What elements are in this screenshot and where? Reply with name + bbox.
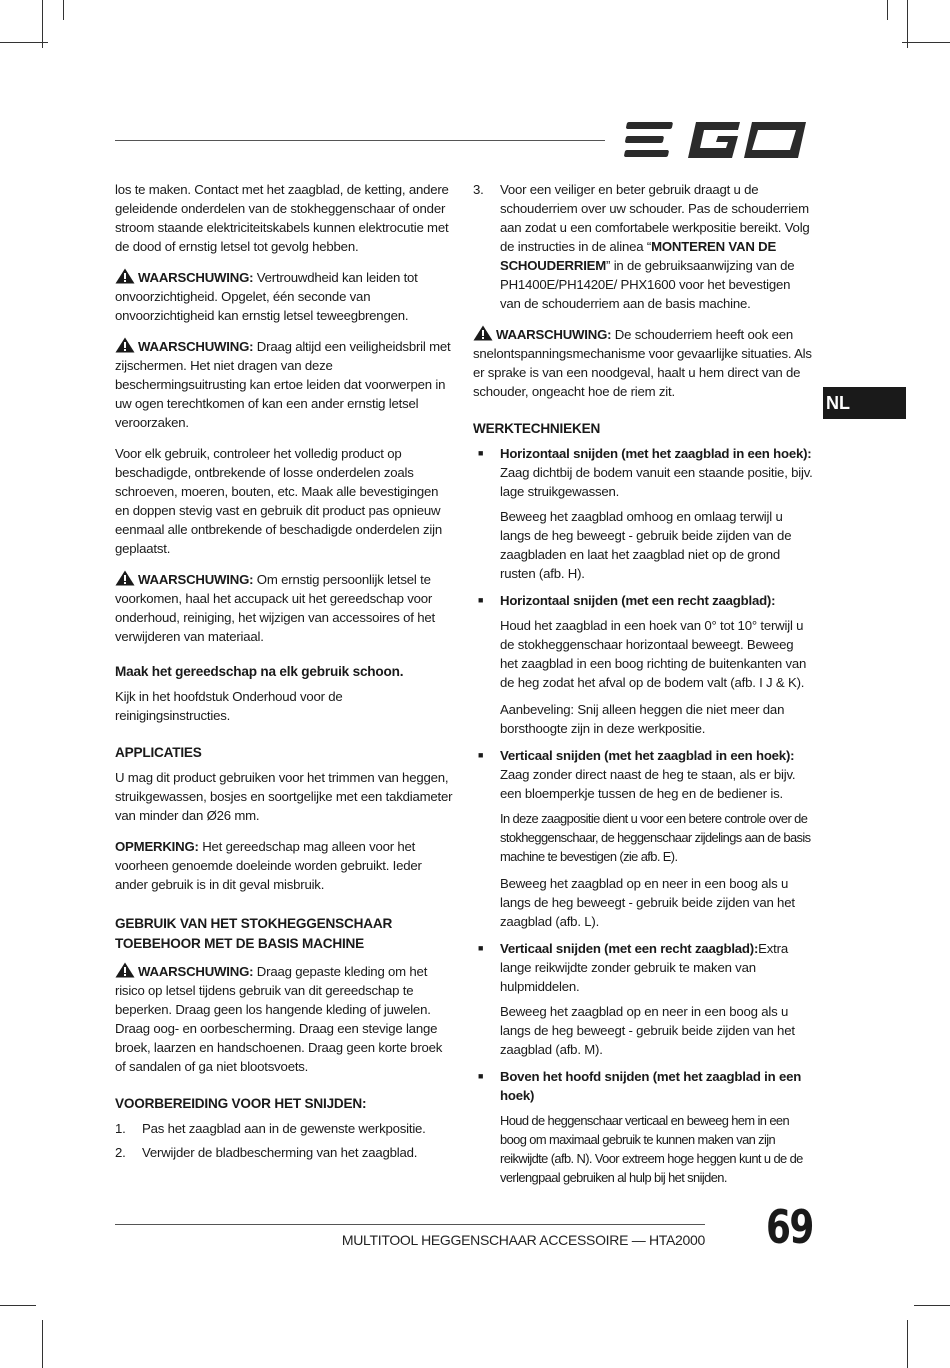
step-text-after: ” in de gebruiksaanwijzing van de PH1400E/PH1420E/ PHX1600 voor het bevestigen van de schouderriem aan de basis machine. (500, 258, 795, 311)
prep-steps-list (115, 1119, 455, 1162)
warning-shoulder-strap (473, 325, 813, 401)
technique-title: Boven het hoofd snijden (met het zaagblad in een hoek) (500, 1069, 802, 1103)
crop-mark (0, 1305, 36, 1306)
clean-text: Kijk in het hoofdstuk Onderhoud voor de reinigingsinstructies. (115, 689, 343, 723)
crop-mark (42, 1320, 43, 1368)
technique-title: Verticaal snijden (met een recht zaagblad): (500, 941, 759, 956)
technique-text: Zaag dichtbij de bodem vanuit een staande positie, bijv. lage struikgewassen. (500, 465, 813, 499)
technique-position-note: In deze zaagpositie dient u voor een betere controle over de stokheggenschaar, de heggenschaar zijdelings aan de basis machine te bevestigen (zie afb. E). (500, 811, 811, 864)
warning-text: Draag altijd een veiligheidsbril met zijschermen. Het niet dragen van deze beschermingsuitrusting kan ertoe leiden dat voorwerpen in uw ogen terechtkomen of kan een ander ernstig letsel veroorzaken. (115, 339, 451, 430)
technique-item (473, 1067, 813, 1105)
warning-text: Vertrouwdheid kan leiden tot onvoorzichtigheid. Opgelet, één seconde van onvoorzichtigheid kan ernstig letsel teweegbrengen. (115, 270, 418, 323)
crop-mark (0, 42, 48, 43)
technique-detail: Houd het zaagblad in een hoek van 0° tot 10° terwijl u de stokheggenschaar horizontaal beweegt. Beweeg het zaagblad in een boog richting de buitenkanten van de heg zodat het afval op de bodem valt (afb. I J & K). (500, 618, 807, 690)
warning-label: WAARSCHUWING: (496, 327, 612, 342)
footer-title: MULTITOOL HEGGENSCHAAR ACCESSOIRE — HTA2000 (341, 1232, 705, 1248)
warning-text: De schouderriem heeft ook een snelontspanningsmechanisme voor gevaarlijke situaties. Als er sprake is van een noodgeval, haalt u hem direct van de schouder, ongeacht hoe de riem zit. (473, 327, 812, 399)
technique-text: Extra lange reikwijdte zonder gebruik te maken van hulpmiddelen. (500, 941, 788, 994)
step-number: 3. (473, 182, 484, 197)
bullet-square-icon: ■ (478, 448, 484, 458)
bullet-square-icon: ■ (478, 595, 484, 605)
warning-label: WAARSCHUWING: (138, 339, 254, 354)
warning-battery (115, 570, 455, 646)
warning-text: Om ernstig persoonlijk letsel te voorkomen, haal het accupack uit het gereedschap voor onderhoud, reiniging, het wijzigen van accessoires of het verwijderen van materiaal. (115, 572, 435, 644)
crop-mark (42, 0, 43, 48)
left-column (115, 180, 455, 1167)
usage-heading: GEBRUIK VAN HET STOKHEGGENSCHAAR TOEBEHOOR MET DE BASIS MACHINE (115, 916, 393, 951)
warning-triangle-icon (115, 570, 135, 586)
step-number: 1. (115, 1121, 126, 1136)
warning-label: WAARSCHUWING: (138, 572, 254, 587)
technique-text: Zaag zonder direct naast de heg te staan, als er bijv. een bloemperkje tussen de heg en de bediener is. (500, 767, 796, 801)
intro-paragraph: los te maken. Contact met het zaagblad, de ketting, andere geleidende onderdelen van de stokheggenschaar of onder stroom staande elektriciteitskabels kunnen elektrocutie met de dood of ernstig letsel tot gevolg hebben. (115, 182, 449, 254)
technique-detail: Houd de heggenschaar verticaal en beweeg hem in een boog om maximaal gebruik te kunnen maken van zijn reikwijdte (afb. N). Voor extreem hoge heggen kunt u de de verlengpaal gebruiken al hulp bij het snijden. (500, 1113, 803, 1185)
clean-heading: Maak het gereedschap na elk gebruik schoon. (115, 664, 404, 679)
crop-mark (887, 0, 888, 20)
step-text-before: Voor een veiliger en beter gebruik draagt u de schouderriem over uw schouder. Pas de schouderriem aan zodat u een comfortabele werkpositie bereikt. Volg de instructies in de alinea “ (500, 182, 810, 254)
language-tab: NL (823, 387, 906, 419)
warning-triangle-icon (115, 337, 135, 353)
note-paragraph (115, 837, 455, 894)
technique-title: Horizontaal snijden (met een recht zaagblad): (500, 593, 776, 608)
warning-label: WAARSCHUWING: (138, 964, 254, 979)
crop-mark (907, 1320, 908, 1368)
technique-detail: Beweeg het zaagblad op en neer in een boog als u langs de heg beweegt - gebruik beide zijden van het zaagblad (afb. L). (500, 876, 795, 929)
bullet-square-icon: ■ (478, 1071, 484, 1081)
step-3 (473, 180, 813, 313)
technique-advice: Aanbeveling: Snij alleen heggen die niet meer dan borsthoogte zijn in deze werkpositie. (500, 702, 785, 736)
technique-item (473, 444, 813, 501)
prep-heading: VOORBEREIDING VOOR HET SNIJDEN: (115, 1096, 367, 1111)
technique-title: Horizontaal snijden (met het zaagblad in een hoek): (500, 446, 812, 461)
technique-item (473, 746, 813, 803)
technique-detail: Beweeg het zaagblad op en neer in een boog als u langs de heg beweegt - gebruik beide zijden van het zaagblad (afb. M). (500, 1004, 795, 1057)
applications-text: U mag dit product gebruiken voor het trimmen van heggen, struikgewassen, bosjes en soortgelijke met een takdiameter van minder dan Ø26 mm. (115, 770, 453, 823)
crop-mark (63, 0, 64, 20)
page-number: 69 (766, 1200, 813, 1254)
bullet-square-icon: ■ (478, 750, 484, 760)
warning-triangle-icon (115, 268, 135, 284)
footer-rule (115, 1224, 705, 1225)
ego-logo (622, 118, 812, 162)
crop-mark (902, 42, 950, 43)
technique-item (473, 591, 813, 610)
step-number: 2. (115, 1145, 126, 1160)
step-text: Verwijder de bladbescherming van het zaagblad. (142, 1145, 418, 1160)
list-item (115, 1143, 455, 1162)
crop-mark (907, 0, 908, 48)
warning-triangle-icon (115, 962, 135, 978)
list-item (115, 1119, 455, 1138)
warning-clothing (115, 962, 455, 1076)
warning-safety-glasses (115, 337, 455, 432)
inspection-paragraph: Voor elk gebruik, controleer het volledig product op beschadigde, ontbrekende of losse onderdelen zoals schroeven, moeren, bouten, etc. Maak alle bevestigingen en doppen stevig vast en gebruik dit product pas opnieuw eenmaal alle ontbrekende of beschadigde onderdelen zijn geplaatst. (115, 446, 442, 556)
warning-triangle-icon (473, 325, 493, 341)
step-text (500, 180, 813, 313)
note-text: Het gereedschap mag alleen voor het voorheen genoemde doeleinde worden gebruikt. Ieder ander gebruik is in dit geval misbruik. (115, 839, 422, 892)
warning-text: Draag gepaste kleding om het risico op letsel tijdens gebruik van dit gereedschap te beperken. Draag geen los hangende kleding of juwelen. Draag oog- en oorbescherming. Draag een stevige lange broek, laarzen en handschoenen. Draag geen korte broek of sandalen of ga niet blootsvoets. (115, 964, 443, 1074)
step-text: Pas het zaagblad aan in de gewenste werkpositie. (142, 1121, 426, 1136)
header-rule (115, 140, 605, 141)
technique-title: Verticaal snijden (met het zaagblad in een hoek): (500, 748, 795, 763)
step-text-bold: MONTEREN VAN DE SCHOUDERRIEM (500, 239, 777, 273)
techniques-heading: WERKTECHNIEKEN (473, 421, 601, 436)
crop-mark (914, 1305, 950, 1306)
right-column (473, 180, 813, 1195)
technique-item (473, 939, 813, 996)
warning-label: WAARSCHUWING: (138, 270, 254, 285)
note-label: OPMERKING: (115, 839, 199, 854)
applications-heading: APPLICATIES (115, 745, 202, 760)
bullet-square-icon: ■ (478, 943, 484, 953)
warning-familiarity (115, 268, 455, 325)
technique-detail: Beweeg het zaagblad omhoog en omlaag terwijl u langs de heg beweegt - gebruik beide zijden van de zaagbladen en laat het zaagblad niet op de grond rusten (afb. H). (500, 509, 792, 581)
